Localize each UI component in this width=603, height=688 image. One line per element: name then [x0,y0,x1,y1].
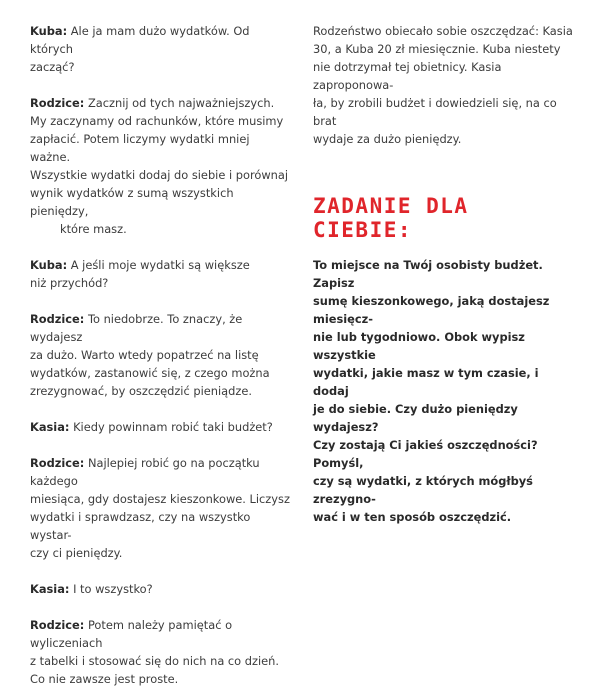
task-column [313,22,575,526]
intro-line: wydaje za dużo pieniędzy. [313,132,462,146]
dialogue-line: Kiedy powinnam robić taki budżet? [73,420,273,434]
dialogue-line: I to wszystko? [73,582,153,596]
dialogue-line: A jeśli moje wydatki są większe [70,258,250,272]
dialogue-line: Co nie zawsze jest proste. [30,672,179,686]
speaker-name: Kasia: [30,582,70,596]
dialogue-line: które masz. [60,222,127,236]
dialogue-line: wynik wydatków z sumą wszystkich pieniędzy, [30,186,234,218]
dialogue-line: My zaczynamy od rachunków, które musimy [30,114,284,128]
dialogue-line: zacząć? [30,60,75,74]
dialogue-line: Najlepiej robić go na początku każdego [30,456,260,488]
dialogue-entry [30,418,292,436]
task-line: To miejsce na Twój osobisty budżet. Zapisz [313,258,543,290]
dialogue-line: niż przychód? [30,276,109,290]
dialogue-entry [30,256,292,292]
dialogue-line: za dużo. Warto wtedy popatrzeć na listę [30,348,259,362]
speaker-name: Kuba: [30,24,68,38]
dialogue-line: czy ci pieniędzy. [30,546,123,560]
speaker-name: Kasia: [30,420,70,434]
task-heading: ZADANIE DLA CIEBIE: [313,194,469,242]
intro-paragraph [313,22,575,148]
dialogue-entry [30,94,292,238]
dialogue-line: Wszystkie wydatki dodaj do siebie i porównaj [30,168,289,182]
dialogue-line: wydatki i sprawdzasz, czy na wszystko wystar- [30,510,251,542]
task-line: je do siebie. Czy dużo pieniędzy wydajesz? [313,402,518,434]
speaker-name: Kuba: [30,258,68,272]
dialogue-line: Ale ja mam dużo wydatków. Od których [30,24,250,56]
task-line: czy są wydatki, z których mógłbyś zrezygno- [313,474,533,506]
dialogue-entry [30,580,292,598]
dialogue-line: zrezygnować, by oszczędzić pieniądze. [30,384,252,398]
intro-line: ła, by zrobili budżet i dowiedzieli się, na co brat [313,96,557,128]
dialogue-entry [30,310,292,400]
speaker-name: Rodzice: [30,312,85,326]
intro-line: 30, a Kuba 20 zł miesięcznie. Kuba niestety [313,42,561,56]
dialogue-entry [30,616,292,688]
intro-line: Rodzeństwo obiecało sobie oszczędzać: Kasia [313,24,573,38]
speaker-name: Rodzice: [30,96,85,110]
task-line: wać i w ten sposób oszczędzić. [313,510,512,524]
dialogue-column [30,22,292,688]
dialogue-line: Potem należy pamiętać o wyliczeniach [30,618,233,650]
speaker-name: Rodzice: [30,618,85,632]
dialogue-entry [30,454,292,562]
dialogue-line: Zacznij od tych najważniejszych. [87,96,275,110]
task-line: Czy zostają Ci jakieś oszczędności? Pomyśl, [313,438,538,470]
dialogue-line: miesiąca, gdy dostajesz kieszonkowe. Liczysz [30,492,290,506]
intro-line: nie dotrzymał tej obietnicy. Kasia zaproponowa- [313,60,502,92]
dialogue-line: z tabelki i stosować się do nich na co dzień. [30,654,279,668]
task-line: wydatki, jakie masz w tym czasie, i dodaj [313,366,539,398]
dialogue-line: zapłacić. Potem liczymy wydatki mniej ważne. [30,132,250,164]
dialogue-line: wydatków, zastanowić się, z czego można [30,366,270,380]
task-line: nie lub tygodniowo. Obok wypisz wszystkie [313,330,525,362]
task-instructions [313,256,575,526]
speaker-name: Rodzice: [30,456,85,470]
task-line: sumę kieszonkowego, jaką dostajesz miesięcz- [313,294,550,326]
dialogue-entry [30,22,292,76]
dialogue-line: To niedobrze. To znaczy, że wydajesz [30,312,243,344]
